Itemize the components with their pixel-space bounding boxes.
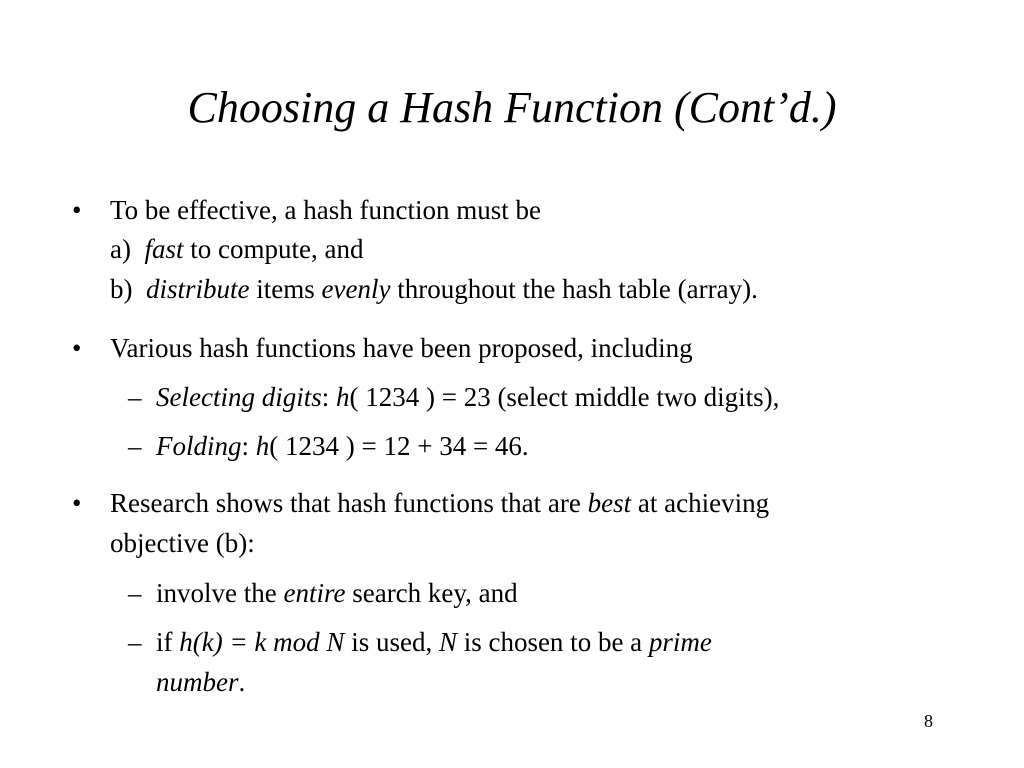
item-a-rest: to compute, and [183,234,364,264]
selecting-digits-term: Selecting digits [156,382,322,412]
b3-s2-N: N [438,627,457,657]
bullet-3-text-line-2: objective (b): [110,528,255,558]
bullet-1-item-a [110,232,363,266]
bullet-2-sub-1-marker: – [128,382,142,412]
item-b-middle: items [249,274,322,304]
bullet-1-item-b [110,272,758,306]
b3-s2-end: . [238,667,246,697]
item-a-emphasis: fast [144,234,184,264]
sub-2-rest: ( 1234 ) = 12 + 34 = 46. [269,431,529,461]
b3-s2-mid: is used, [344,627,439,657]
b3-s1-post: search key, and [345,578,518,608]
bullet-3-sub-1-marker: – [128,578,142,608]
sub-1-rest: ( 1234 ) = 23 (select middle two digits), [349,382,780,412]
b3-s2-prime: prime [648,627,712,657]
b3-s2-number: number [156,667,239,697]
b3-s1-pre: involve the [156,578,284,608]
bullet-2-sub-1 [156,380,779,414]
b3-s1-entire: entire [283,578,346,608]
bullet-1-text: To be effective, a hash function must be [110,195,541,225]
folding-term: Folding [156,431,242,461]
bullet-1-marker: • [72,195,82,225]
bullet-3-sub-2-marker: – [128,627,142,657]
item-b-rest: throughout the hash table (array). [390,274,758,304]
bullet-3-text-line-1 [110,486,769,520]
item-b-emphasis-2: evenly [321,274,391,304]
sub-1-colon: : [321,382,336,412]
bullet-3-sub-2-line-2 [156,665,245,699]
sub-1-h: h [335,382,350,412]
b3-post: at achieving [631,488,770,518]
sub-2-colon: : [241,431,256,461]
item-a-label: a) [110,234,131,264]
bullet-3-sub-1 [156,576,518,610]
sub-2-h: h [255,431,270,461]
bullet-2-text: Various hash functions have been proposed, including [110,333,693,363]
bullet-2-marker: • [72,333,82,363]
page-number: 8 [924,711,933,731]
b3-s2-mid2: is chosen to be a [456,627,649,657]
bullet-2-sub-2 [156,429,529,463]
b3-pre: Research shows that hash functions that are [110,488,588,518]
hash-formula: h(k) = k mod N [179,627,345,657]
b3-best: best [587,488,632,518]
b3-s2-pre: if [156,627,180,657]
bullet-3-marker: • [72,488,82,518]
item-b-emphasis-1: distribute [146,274,250,304]
bullet-2-sub-2-marker: – [128,431,142,461]
bullet-3-sub-2-line-1 [156,625,712,659]
item-b-label: b) [110,274,133,304]
slide-title: Choosing a Hash Function (Cont’d.) [187,83,837,132]
